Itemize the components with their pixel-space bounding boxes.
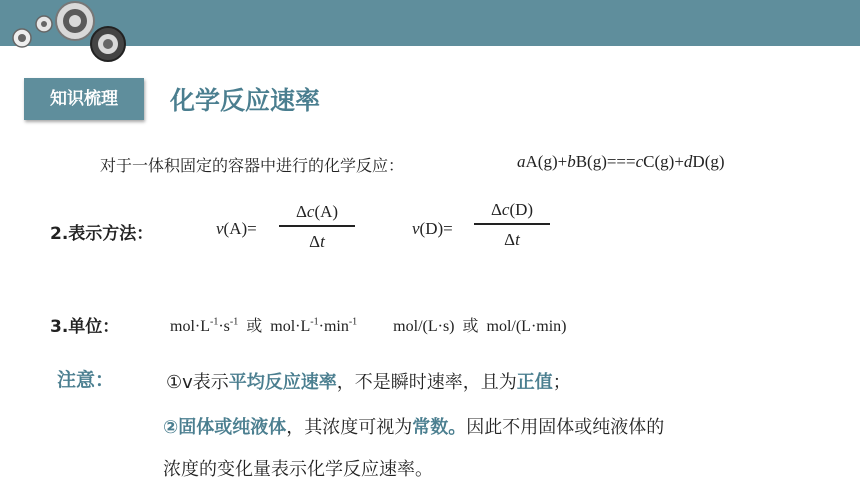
gears-decoration-icon (0, 0, 160, 70)
note-label: 注意： (57, 369, 115, 391)
rate-d-numerator: Δc(D) (490, 200, 534, 219)
rate-d-denominator: Δt (504, 229, 520, 249)
note-line-1 (166, 368, 571, 394)
rate-a-fraction (279, 202, 355, 252)
rate-d-fraction (474, 200, 550, 250)
unit-mol-per-l-s: mol/(L·s) (393, 318, 455, 335)
note-1-end: ； (552, 372, 571, 393)
note-2-middle: ，其浓度可视为 (286, 417, 413, 438)
rate-a-denominator: Δt (309, 231, 325, 251)
intro-text: 对于一体积固定的容器中进行的化学反应： (100, 156, 405, 175)
rate-d-lhs: v(D)= (412, 219, 453, 238)
note-2-end: 因此不用固体或纯液体的 (466, 417, 665, 438)
note-line-2 (163, 413, 664, 439)
unit-mol-l-min: $mol\cdot L^{-1}\cdot\min^{-1}$ (270, 316, 358, 335)
note-1-prefix: ①v表示 (166, 372, 229, 393)
highlight-constant: 常数。 (412, 417, 467, 438)
rate-a-numerator: Δc(A) (295, 202, 339, 221)
highlight-average-rate: 平均反应速率 (228, 372, 337, 393)
rate-a-lhs: v(A)= (216, 219, 257, 238)
section-tag: 知识梳理 (24, 78, 144, 120)
highlight-positive: 正值 (516, 372, 553, 393)
or-word: 或 (462, 316, 479, 335)
page-title: 化学反应速率 (170, 86, 321, 115)
unit-mol-per-l-min: mol/(L·min) (486, 318, 567, 335)
or-word: 或 (246, 316, 263, 335)
reaction-equation: aA(g)+bB(g)===cC(g)+dD(g) (517, 152, 725, 171)
unit-label: 3.单位： (50, 317, 120, 337)
fraction-bar (474, 223, 550, 225)
note-1-middle: ，不是瞬时速率，且为 (336, 372, 517, 393)
unit-mol-l-s: $mol\cdot L^{-1}\cdot s^{-1}$ (170, 316, 239, 335)
fraction-bar (279, 225, 355, 227)
method-label: 2.表示方法： (50, 224, 154, 244)
note-line-3: 浓度的变化量表示化学反应速率。 (163, 459, 433, 480)
highlight-solid-liquid: ②固体或纯液体 (163, 417, 287, 438)
unit-list (170, 313, 567, 336)
